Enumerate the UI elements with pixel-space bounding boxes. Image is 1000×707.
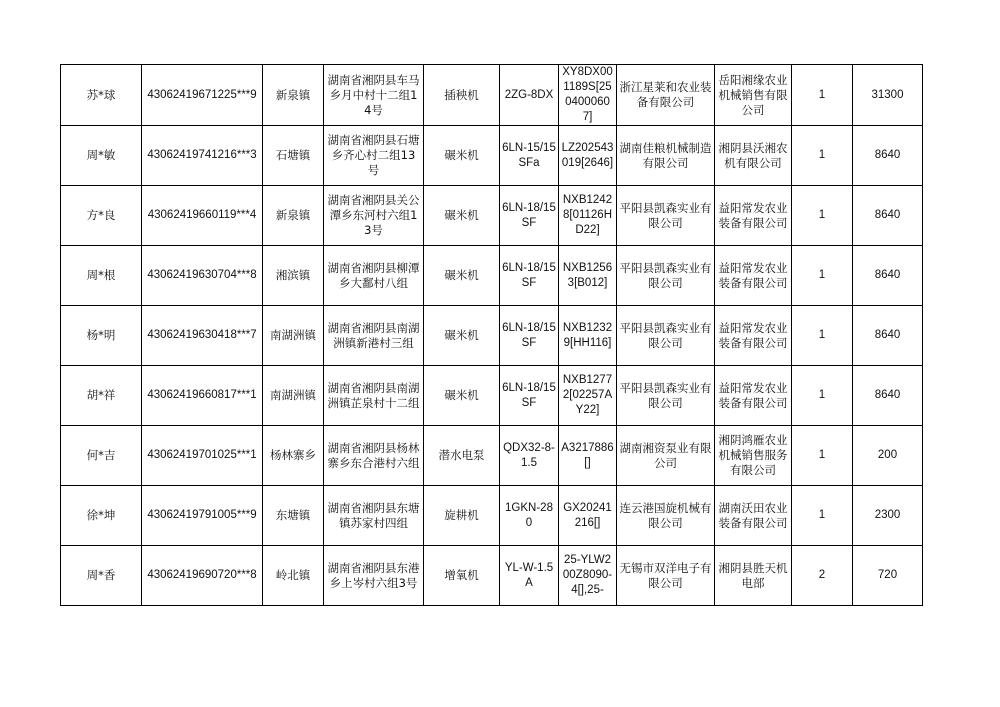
cell-model: 6LN-18/15SF bbox=[500, 366, 559, 426]
cell-amount: 8640 bbox=[853, 126, 923, 186]
cell-machine-type: 旋耕机 bbox=[424, 486, 500, 546]
cell-quantity: 1 bbox=[792, 126, 853, 186]
cell-id-number: 43062419690720***8 bbox=[142, 546, 263, 606]
cell-address: 湖南省湘阴县南湖洲镇芷泉村十二组 bbox=[324, 366, 424, 426]
cell-serial-number: NXB12428[01126HD22] bbox=[559, 186, 617, 246]
cell-serial-number: A3217886[] bbox=[559, 426, 617, 486]
table-row bbox=[61, 486, 923, 546]
cell-name: 周*香 bbox=[61, 546, 142, 606]
cell-amount: 31300 bbox=[853, 65, 923, 126]
table-row bbox=[61, 426, 923, 486]
cell-serial-number: GX20241216[] bbox=[559, 486, 617, 546]
cell-manufacturer: 连云港国旋机械有限公司 bbox=[617, 486, 715, 546]
cell-machine-type: 碾米机 bbox=[424, 186, 500, 246]
cell-id-number: 43062419671225***9 bbox=[142, 65, 263, 126]
cell-dealer: 湘阴县胜天机电部 bbox=[715, 546, 792, 606]
cell-amount: 8640 bbox=[853, 366, 923, 426]
cell-town: 东塘镇 bbox=[263, 486, 324, 546]
cell-manufacturer: 平阳县凯森实业有限公司 bbox=[617, 186, 715, 246]
cell-manufacturer: 浙江星莱和农业装备有限公司 bbox=[617, 65, 715, 126]
cell-town: 杨林寨乡 bbox=[263, 426, 324, 486]
cell-quantity: 1 bbox=[792, 486, 853, 546]
cell-model: 6LN-15/15SFa bbox=[500, 126, 559, 186]
cell-dealer: 益阳常发农业装备有限公司 bbox=[715, 306, 792, 366]
cell-id-number: 43062419630704***8 bbox=[142, 246, 263, 306]
cell-amount: 8640 bbox=[853, 306, 923, 366]
cell-dealer: 湘阴县沃湘农机有限公司 bbox=[715, 126, 792, 186]
cell-machine-type: 碾米机 bbox=[424, 366, 500, 426]
cell-serial-number: NXB12329[HH116] bbox=[559, 306, 617, 366]
cell-name: 周*敏 bbox=[61, 126, 142, 186]
cell-quantity: 1 bbox=[792, 186, 853, 246]
cell-town: 岭北镇 bbox=[263, 546, 324, 606]
subsidy-table bbox=[60, 64, 923, 606]
cell-id-number: 43062419791005***9 bbox=[142, 486, 263, 546]
cell-amount: 8640 bbox=[853, 246, 923, 306]
cell-quantity: 2 bbox=[792, 546, 853, 606]
cell-model: 1GKN-280 bbox=[500, 486, 559, 546]
cell-name: 方*良 bbox=[61, 186, 142, 246]
table-row bbox=[61, 246, 923, 306]
cell-name: 何*吉 bbox=[61, 426, 142, 486]
cell-address: 湖南省湘阴县杨林寨乡东合港村六组 bbox=[324, 426, 424, 486]
cell-quantity: 1 bbox=[792, 426, 853, 486]
cell-town: 新泉镇 bbox=[263, 186, 324, 246]
table-row bbox=[61, 126, 923, 186]
cell-address: 湖南省湘阴县石塘乡齐心村二组13号 bbox=[324, 126, 424, 186]
table-body bbox=[61, 65, 923, 606]
cell-quantity: 1 bbox=[792, 306, 853, 366]
cell-serial-number: XY8DX001189S[2504000607] bbox=[559, 65, 617, 126]
cell-manufacturer: 湖南佳粮机械制造有限公司 bbox=[617, 126, 715, 186]
cell-dealer: 湘阴鸿雁农业机械销售服务有限公司 bbox=[715, 426, 792, 486]
cell-town: 石塘镇 bbox=[263, 126, 324, 186]
cell-serial-number: NXB12772[02257AY22] bbox=[559, 366, 617, 426]
cell-serial-number: 25-YLW200Z8090-4[],25- bbox=[559, 546, 617, 606]
table-row bbox=[61, 546, 923, 606]
cell-town: 南湖洲镇 bbox=[263, 306, 324, 366]
cell-dealer: 益阳常发农业装备有限公司 bbox=[715, 366, 792, 426]
cell-manufacturer: 无锡市双洋电子有限公司 bbox=[617, 546, 715, 606]
cell-model: YL-W-1.5A bbox=[500, 546, 559, 606]
cell-serial-number: NXB12563[B012] bbox=[559, 246, 617, 306]
cell-quantity: 1 bbox=[792, 65, 853, 126]
cell-dealer: 益阳常发农业装备有限公司 bbox=[715, 246, 792, 306]
cell-model: 6LN-18/15SF bbox=[500, 306, 559, 366]
cell-manufacturer: 湖南湘资泵业有限公司 bbox=[617, 426, 715, 486]
cell-name: 徐*坤 bbox=[61, 486, 142, 546]
cell-dealer: 岳阳湘缘农业机械销售有限公司 bbox=[715, 65, 792, 126]
cell-amount: 200 bbox=[853, 426, 923, 486]
cell-quantity: 1 bbox=[792, 366, 853, 426]
cell-quantity: 1 bbox=[792, 246, 853, 306]
cell-town: 南湖洲镇 bbox=[263, 366, 324, 426]
cell-machine-type: 碾米机 bbox=[424, 126, 500, 186]
cell-dealer: 湖南沃田农业装备有限公司 bbox=[715, 486, 792, 546]
cell-id-number: 43062419630418***7 bbox=[142, 306, 263, 366]
cell-amount: 8640 bbox=[853, 186, 923, 246]
cell-town: 湘滨镇 bbox=[263, 246, 324, 306]
cell-address: 湖南省湘阴县东港乡上岑村六组3号 bbox=[324, 546, 424, 606]
cell-address: 湖南省湘阴县关公潭乡东河村六组13号 bbox=[324, 186, 424, 246]
cell-machine-type: 潜水电泵 bbox=[424, 426, 500, 486]
cell-serial-number: LZ202543019[2646] bbox=[559, 126, 617, 186]
cell-name: 杨*明 bbox=[61, 306, 142, 366]
cell-name: 周*根 bbox=[61, 246, 142, 306]
table-row bbox=[61, 366, 923, 426]
cell-id-number: 43062419701025***1 bbox=[142, 426, 263, 486]
cell-manufacturer: 平阳县凯森实业有限公司 bbox=[617, 306, 715, 366]
cell-town: 新泉镇 bbox=[263, 65, 324, 126]
cell-id-number: 43062419660119***4 bbox=[142, 186, 263, 246]
cell-amount: 2300 bbox=[853, 486, 923, 546]
cell-machine-type: 碾米机 bbox=[424, 306, 500, 366]
table-row bbox=[61, 186, 923, 246]
cell-address: 湖南省湘阴县东塘镇苏家村四组 bbox=[324, 486, 424, 546]
cell-amount: 720 bbox=[853, 546, 923, 606]
cell-name: 苏*球 bbox=[61, 65, 142, 126]
cell-machine-type: 碾米机 bbox=[424, 246, 500, 306]
cell-id-number: 43062419741216***3 bbox=[142, 126, 263, 186]
cell-model: 2ZG-8DX bbox=[500, 65, 559, 126]
cell-name: 胡*祥 bbox=[61, 366, 142, 426]
cell-manufacturer: 平阳县凯森实业有限公司 bbox=[617, 366, 715, 426]
cell-id-number: 43062419660817***1 bbox=[142, 366, 263, 426]
cell-address: 湖南省湘阴县南湖洲镇新港村三组 bbox=[324, 306, 424, 366]
cell-manufacturer: 平阳县凯森实业有限公司 bbox=[617, 246, 715, 306]
cell-model: QDX32-8-1.5 bbox=[500, 426, 559, 486]
cell-model: 6LN-18/15SF bbox=[500, 246, 559, 306]
cell-address: 湖南省湘阴县车马乡月中村十二组14号 bbox=[324, 65, 424, 126]
table-row bbox=[61, 306, 923, 366]
table-row bbox=[61, 65, 923, 126]
cell-model: 6LN-18/15SF bbox=[500, 186, 559, 246]
cell-machine-type: 增氧机 bbox=[424, 546, 500, 606]
cell-machine-type: 插秧机 bbox=[424, 65, 500, 126]
cell-dealer: 益阳常发农业装备有限公司 bbox=[715, 186, 792, 246]
cell-address: 湖南省湘阴县柳潭乡大鄱村八组 bbox=[324, 246, 424, 306]
